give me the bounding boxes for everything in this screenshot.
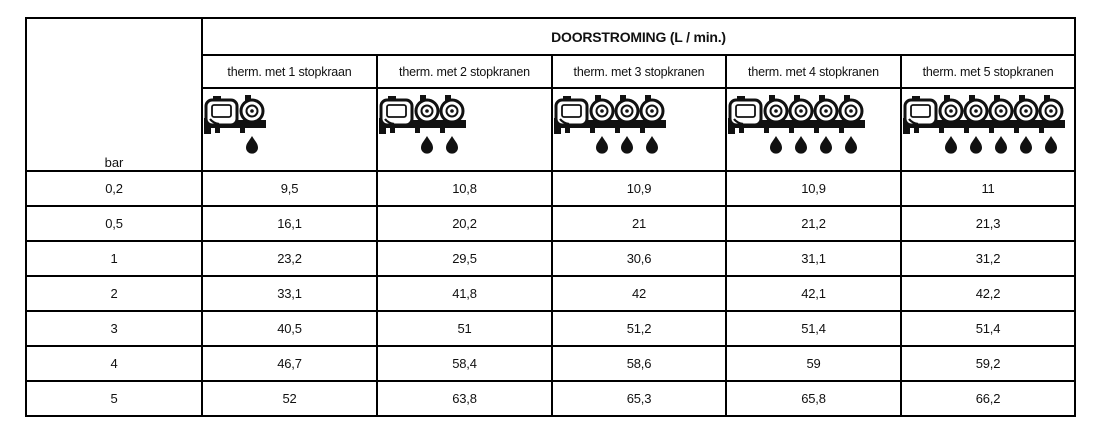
thermostatic-valve-manifold-icon: [378, 94, 470, 160]
data-cell: 29,5: [377, 241, 552, 276]
column-header-3: therm. met 3 stopkranen: [552, 55, 726, 88]
data-cell: 21,3: [901, 206, 1075, 241]
valve-icon-cell-5: [901, 88, 1075, 171]
thermostatic-valve-manifold-icon: [203, 94, 270, 160]
data-cell: 58,6: [552, 346, 726, 381]
data-cell: 52: [202, 381, 377, 416]
bar-value: 1: [26, 241, 202, 276]
data-cell: 31,2: [901, 241, 1075, 276]
table-row: [26, 171, 1075, 206]
data-cell: 10,8: [377, 171, 552, 206]
data-cell: 59,2: [901, 346, 1075, 381]
data-cell: 59: [726, 346, 901, 381]
data-cell: 42,1: [726, 276, 901, 311]
valve-icon-cell-3: [552, 88, 726, 171]
data-cell: 51,4: [901, 311, 1075, 346]
thermostatic-valve-manifold-icon: [727, 94, 869, 160]
data-cell: 40,5: [202, 311, 377, 346]
bar-value: 0,5: [26, 206, 202, 241]
flow-rate-table: [25, 17, 1076, 417]
bar-label: bar: [104, 155, 124, 170]
valve-icon-cell-4: [726, 88, 901, 171]
data-cell: 9,5: [202, 171, 377, 206]
data-cell: 21: [552, 206, 726, 241]
column-header-1: therm. met 1 stopkraan: [202, 55, 377, 88]
data-cell: 23,2: [202, 241, 377, 276]
column-header-5: therm. met 5 stopkranen: [901, 55, 1075, 88]
bar-value: 2: [26, 276, 202, 311]
data-cell: 58,4: [377, 346, 552, 381]
table-row: [26, 311, 1075, 346]
data-cell: 46,7: [202, 346, 377, 381]
data-cell: 21,2: [726, 206, 901, 241]
thermostatic-valve-manifold-icon: [553, 94, 670, 160]
data-cell: 42,2: [901, 276, 1075, 311]
bar-value: 3: [26, 311, 202, 346]
thermostatic-valve-manifold-icon: [902, 94, 1069, 160]
column-header-4: therm. met 4 stopkranen: [726, 55, 901, 88]
data-cell: 10,9: [552, 171, 726, 206]
data-cell: 41,8: [377, 276, 552, 311]
data-cell: 11: [901, 171, 1075, 206]
valve-icon-cell-2: [377, 88, 552, 171]
bar-value: 4: [26, 346, 202, 381]
bar-column-header: [26, 18, 202, 171]
data-cell: 33,1: [202, 276, 377, 311]
data-cell: 10,9: [726, 171, 901, 206]
data-cell: 65,8: [726, 381, 901, 416]
table-row: [26, 346, 1075, 381]
data-cell: 51: [377, 311, 552, 346]
data-cell: 63,8: [377, 381, 552, 416]
data-cell: 66,2: [901, 381, 1075, 416]
data-cell: 20,2: [377, 206, 552, 241]
column-header-2: therm. met 2 stopkranen: [377, 55, 552, 88]
table-title: DOORSTROMING (L / min.): [202, 18, 1075, 55]
table-row: [26, 276, 1075, 311]
data-cell: 51,4: [726, 311, 901, 346]
data-cell: 16,1: [202, 206, 377, 241]
table-row: [26, 381, 1075, 416]
data-cell: 65,3: [552, 381, 726, 416]
bar-value: 0,2: [26, 171, 202, 206]
valve-icon-cell-1: [202, 88, 377, 171]
data-cell: 31,1: [726, 241, 901, 276]
data-cell: 30,6: [552, 241, 726, 276]
table-row: [26, 206, 1075, 241]
bar-value: 5: [26, 381, 202, 416]
data-cell: 51,2: [552, 311, 726, 346]
table-row: [26, 241, 1075, 276]
data-cell: 42: [552, 276, 726, 311]
